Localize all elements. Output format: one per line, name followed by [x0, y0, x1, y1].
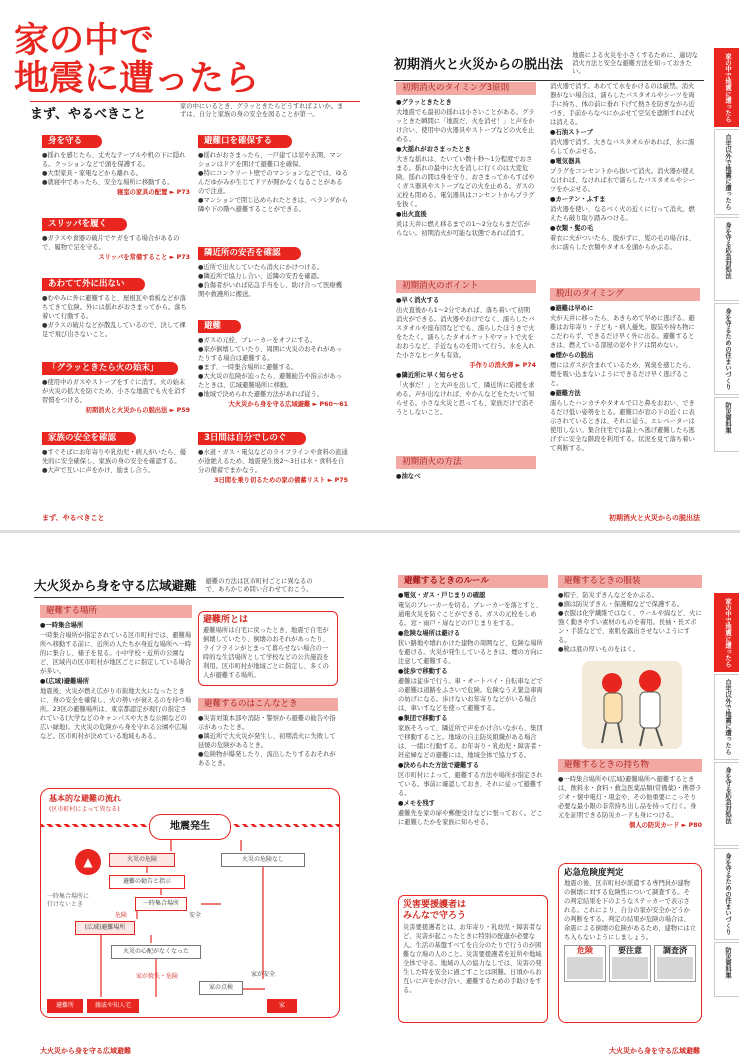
page-initial-fire	[370, 0, 740, 530]
flow-label-safe: 安全	[189, 912, 202, 919]
tab-home-earthquake[interactable]: 家の中で地震に遭ったら	[714, 48, 739, 127]
chapter-tabs	[714, 593, 740, 999]
item-title: ●グラッときたとき	[396, 99, 452, 106]
section-belongings	[558, 759, 702, 831]
sticker-checked-label: 調査済	[663, 946, 687, 955]
section-evacuate	[198, 320, 348, 410]
section-header: 3日間は自分でしのぐ	[198, 432, 306, 445]
section-header: 脱出のタイミング	[550, 288, 700, 301]
shelter-box	[198, 611, 338, 686]
section-header: 避難するときの服装	[558, 575, 702, 588]
section-header: 避難するときのルール	[398, 575, 548, 588]
item-title: ●メモを残す	[398, 800, 435, 807]
section-neighbors	[198, 247, 348, 300]
item-title: ●集団で移動する	[398, 715, 448, 722]
flow-node-relative: 親戚や知人宅	[87, 999, 139, 1013]
item-title: ●電気・ガス・戸じまりの確認	[398, 592, 486, 599]
flow-subtitle: (区市町村によって異なる)	[49, 806, 120, 813]
item-title: ●カーテン・ふすま	[550, 196, 606, 203]
item-title: ●早く消火する	[396, 297, 440, 304]
flow-node-quake: 地震発生	[149, 814, 231, 840]
flow-node-nofire: 火災の危険なし	[221, 853, 305, 867]
section-body: ●ガラスや食器の破片でケガをする場合があるので、履物で足を守る。	[42, 235, 180, 251]
flow-node-shelter: 避難所	[47, 999, 83, 1013]
item-body: 濡らしたハンカチやタオルで口と鼻をおおい、できるだけ低い姿勢をとる。避難口が窓の下の近くに表示されているときは、それに従う。エレベーターは使用しない。集合住宅では最上へ逃げ避難したら逃げずに安全な階段を利用する。状況を見て落ち着いて判断する。	[550, 400, 695, 452]
box-body: 災害要援護者とは、お年寄り・乳幼児・障害者など、災害が起こったときに特別の配慮が必要な人。生活の基盤すべてを自分のたりで行うのが困難な立場の人のこと。災害要援護者を近所や地域全体で守る。地域の人の協力なしでは、災害の発生した時を安全に過ごすことは困難。日頃からお互いに声をかけ合い、避難するための手助けをする。	[403, 924, 542, 994]
page-title-line1: 家の中で	[14, 21, 155, 61]
section-body: ●災害対策本部や消防・警察から避難の勧告や指示があったとき。 ●隣近所で大火災が発生し、初期消火に失敗して延焼の危険があるとき。 ●危険物が爆発したり、流出したりするおそれがあるとき。	[198, 715, 336, 767]
section-header: あわてて外に出ない	[42, 278, 145, 291]
section-fire-off	[42, 362, 190, 416]
item-title: ●煙からの脱出	[550, 352, 594, 359]
section-body: ●むやみに外に避難すると、屋根瓦や看板などが落ちてきて危険。外には揺れがおさまってから。落ち着いて行動する。 ●ガラスの破片などが散乱しているので、決して裸足で飛び出さないこと。	[42, 295, 187, 338]
item-title: ●衣類・髪の毛	[550, 225, 594, 232]
box-title: 応急危険度判定	[564, 868, 624, 878]
page-footer: 大火災から身を守る広域避難	[40, 1047, 131, 1055]
box-body: 避難場所は自宅に戻ったとき、地震で自宅が倒壊していたり、倒壊のおそれがあったり、ライフラインがとまって暮らせない場合の一時的な生活場所として学校などの公共施設を利用。区市町村が地域ごとに指定し、多くの人が避難する場所。	[203, 627, 329, 679]
section-header: 避難するのはこんなとき	[198, 698, 338, 711]
page-title-line2: 地震に遭ったら	[14, 59, 260, 99]
section-body: ●揺れを感じたら、丈夫なテーブルや机の下に隠れる。クッションなどで頭を保護する。 ●大型家具・家電などから離れる。 ●就寝中であったら、安全な場所に移動する。	[42, 152, 186, 186]
section-body: ●使用中のガスやストーブをすぐに消す。火の始末が火災の拡大を防ぐため、小さな地震でも火を消す習慣をつける。	[42, 379, 187, 404]
item-body: 避難先を家の扉や郵便受けなどに張っておく。どこに避難したかを家族に知らせる。	[398, 810, 543, 826]
page-ref-link[interactable]: 寝室の家具の配置 ► P73	[117, 189, 190, 196]
section-body: ●帽子、防災ずきんなどをかぶる。 ●頭は防災ずきん・保護帽などで保護する。 ●衣服は化学繊維ではなく、ウールや綿など、火に強く動きやすい素材のものを着用。長袖・長ズボン・手袋などで、素肌を露出させないようにする。 ●靴は底の厚いものをはく。	[558, 592, 702, 653]
section-header: 身を守る	[42, 135, 102, 148]
item-body: 電気のブレーカーを切る。ブレーカーを落とすと、通電火災を防ぐことができる。ガスの元栓をしめる。窓・雨戸・扉などの戸じまりをする。	[398, 602, 543, 627]
flow-title: 基本的な避難の流れ	[49, 794, 121, 803]
tab-first-aid[interactable]: 身を守る応急対処法	[714, 217, 739, 301]
intro-text: 地震による火災を小さくするために、適切な消火方法と安全な避難方法を知っておきたい。	[572, 52, 699, 75]
tab-home-earthquake[interactable]: 家の中で地震に遭ったら	[714, 593, 739, 672]
section-slippers	[42, 218, 190, 263]
page-header	[34, 575, 344, 598]
tab-housing[interactable]: 身を守るための住まいづくり	[714, 848, 739, 940]
intro-text: 避難の方法は区市町村ごとに異なるので、あらかじめ問い合わせておこう。	[205, 577, 313, 593]
page-footer: 大火災から身を守る広域避難	[609, 1047, 700, 1055]
page-ref-link[interactable]: 3日間を乗り切るための家の備蓄リスト ► P75	[214, 477, 348, 484]
section-points	[396, 280, 536, 418]
fire-icon: ▲	[75, 849, 101, 875]
intro-text: 家の中にいるとき、グラッときたらどうすればよいか。まずは、自分と家族の身の安全を図ることが第一。	[180, 103, 344, 118]
sticker-caution	[609, 945, 651, 982]
evacuation-illustration	[582, 661, 682, 749]
item-body: 狭い路地や壊れかけた建物の周囲など、危険な場所を避ける。火災が発生しているときは、煙の方向に注意して避難する。	[398, 640, 543, 665]
item-title: ●徒歩で移動する	[398, 668, 448, 675]
box-title: 災害要援護者は みんなで守ろう	[403, 900, 467, 921]
item-title: ●(広域)避難場所	[40, 678, 90, 685]
page-ref-link[interactable]: 初期消火と火災からの脱出法 ► P59	[85, 407, 190, 414]
section-rules	[398, 575, 548, 828]
item-body: 消火器で消す。あわてて水をかけるのは厳禁。消火器がない場合は、濡らしたバスタオルやシーツを両手に持ち、体の前に垂れ下げて熱さを防ぎながら近づき、手前からなべにかぶせて空気を遮断すれば火は消える。	[550, 83, 695, 126]
section-header: 避難する場所	[40, 605, 192, 618]
page-title: 大火災から身を守る広域避難	[34, 578, 197, 593]
section-header: 隣近所の安否を確認	[198, 247, 301, 260]
tab-outside-earthquake[interactable]: 自宅以外で地震に遭ったら	[714, 674, 739, 760]
flow-node-advise: 避難の勧告と指示	[109, 875, 185, 889]
chapter-tabs	[714, 48, 740, 454]
tab-outside-earthquake[interactable]: 自宅以外で地震に遭ったら	[714, 129, 739, 215]
section-header: 避難	[198, 320, 241, 333]
page-earthquake-at-home	[0, 0, 370, 530]
item-title: ●危険な場所は避ける	[398, 630, 461, 637]
section-family-safety	[42, 432, 190, 476]
section-places	[40, 605, 192, 742]
section-body: ●一時集合場所や(広域)避難場所へ避難するときは、飲料水・食料・救急医薬品類(常備薬)・携帯ラジオ・懐中電灯・現金や、その他重要にこっそり必要な最小限の非常持ち出し品を持って行く。身元を証明できる防災カードも身につける。	[558, 776, 702, 819]
item-body: 「火事だ！」と大声を出して、隣近所に応援を求める。声が出なければ、やかんなどをたたいて知らせる。小さな火災と思っても、家族だけで消そうとしないこと。	[396, 382, 535, 416]
page-wide-area-evacuation	[0, 533, 370, 1063]
section-timing-rules	[396, 82, 536, 239]
flow-node-temp-site: 一時集合場所	[135, 897, 187, 911]
section-clothes	[558, 575, 702, 655]
section-method-start	[396, 456, 536, 482]
item-body: 消火器を使い、なるべく火の近くに行って消火。燃えたら破り取り踏みつける。	[550, 206, 695, 222]
page-footer: まず、やるべきこと	[42, 514, 105, 522]
title-rule	[30, 101, 360, 102]
section-body: ●近所で出火していたら消火にかけつける。 ●隣近所で協力し合い、近隣の安否を確認。 ●負傷者がいれば応急手当をし、助け合って医療機関や救護所に搬送。	[198, 264, 343, 298]
flow-arrows	[41, 789, 339, 1017]
item-body: 家族そろって、隣近所で声をかけ合いながら、集団で移動すること。地域の自主防災組織がある場合は、一緒に行動する。お年寄り・乳幼児・障害者・妊産婦などの避難には、地域全体で協力する。	[398, 725, 543, 759]
section-body: ●揺れがおさまったら、一戸建ては窓や玄関、マンションはドアを開けて避難口を確保。 ●特にコンクリート壁でのマンションなどでは、ゆるんだゆがみが生じてドアが開かなくなることがあるので注意。 ●マンションで閉じ込められたときは、ベランダから隣や下の階へ避難することができる。	[198, 152, 348, 213]
page-evacuation-rules	[370, 533, 740, 1063]
section-exit	[198, 135, 348, 215]
section-when	[198, 698, 338, 769]
tab-housing[interactable]: 身を守るための住まいづくり	[714, 303, 739, 395]
item-title: ●大揺れがおさまったとき	[396, 146, 471, 153]
item-body: 出火直後から1〜2分であれば、落ち着いて初期消火ができる。消火器やおけでなく、濡らしたバスタオルや座布団などでも、濡らしたほうきで火をたたく。濡らしたタオルケットやマットで火をおおうなど、手近なものを用いて行う。水を入れた小さなヒータも有効。	[396, 307, 535, 359]
item-title: ●決められた方法で避難する	[398, 762, 480, 769]
page-title: 初期消火と火災からの脱出法	[394, 57, 564, 73]
page-header	[394, 52, 704, 81]
flow-node-wide-site: (広域)避難場所	[75, 921, 135, 935]
flow-node-fire: 火災の危険	[109, 853, 175, 867]
box-body: 地震の後、区市町村が派遣する専門員が建物の倒壊に対する危険性について調査する。その判定結果を下のようなステッカーで表示される。これにより、自分の家が安全かどうかの判断をする。判定の結果が危険の場合は、余震による倒壊の危険があるため、建物には立ち入らないようにしましょう。	[564, 880, 696, 941]
section-escape-timing	[550, 288, 700, 454]
sticker-checked	[654, 945, 696, 982]
flow-node-house: 家	[267, 999, 297, 1013]
section-header: 初期消火のタイミング3原則	[396, 82, 536, 95]
people-icon	[582, 661, 682, 749]
section-header: 家族の安全を確認	[42, 432, 136, 445]
item-body: 地震後、火災が燃え広がり市街地大火になったときに、身の安全を確保し、火の勢いが衰えるのを待つ場所。23区の避難場所は、東京都認定が現行の指定されている(大学などのキャンパスや大きな公園などの広い緑地)。大火災の危険から身を守れる公園や広場など。区市町村が決めている地域もある。	[40, 688, 192, 740]
tab-resources[interactable]: 防災資料集	[714, 397, 739, 452]
item-title: ●電気器具	[550, 158, 581, 165]
section-header: スリッパを履く	[42, 218, 127, 231]
item-body: 大きな揺れは、たいてい数十秒〜1分程度でおさまる。揺れの最中に火を消しに行くのは大変危険。揺れの間は身を守り、おさまってからすばやくガス器具やストーブなどの火を止める。ガスの元栓も閉める。電気器具はコンセントからプラグを抜く。	[396, 156, 535, 208]
item-title: ●隣近所に早く知らせる	[396, 372, 465, 379]
item-title: ●出火直後	[396, 211, 427, 218]
section-header: 避難口を確保する	[198, 135, 292, 148]
item-body: 着衣に火がついたら、脱がずに、髪の毛の場合は、水に濡らした衣類やタオルを頭からかぶる。	[550, 235, 695, 251]
page-ref-link[interactable]: 手作りの消火弾 ► P74	[469, 362, 536, 369]
item-title: ●油なべ	[396, 473, 421, 480]
section-body: ●すぐそばにお年寄りや乳幼児・病人がいたら、優先的に安全確保し、家族の身の安全を確認する。 ●大声で互いに声をかけ、励まし合う。	[42, 449, 187, 474]
item-body: 避難は徒歩で行う。車・オートバイ・自転車などでの避難は道路をふさいで危険。危険なうえ緊急車両の妨げになる。歩けないお年寄りなどがいる場合は、車いすなどを使って避難する。	[398, 678, 543, 712]
page-footer: 初期消火と火災からの脱出法	[609, 514, 700, 522]
section-header: 「グラッときたら火の始末」	[42, 362, 178, 375]
sticker-danger	[564, 945, 606, 982]
section-header: 避難するときの持ち物	[558, 759, 702, 772]
item-body: 区市町村によって、避難する方法や場所が指定されている。事前に確認しておき、それに従って避難する。	[398, 772, 543, 797]
box-title: 避難所とは	[203, 615, 249, 625]
section-header: 初期消火の方法	[396, 456, 536, 469]
item-body: プラグをコンセントから抜いて消火。消火器が使えなければ、なければ水で濡らしたバスタオルやシーツをかぶせる。	[550, 168, 695, 193]
section-protect	[42, 135, 190, 198]
sticker-row	[564, 945, 696, 982]
item-body: 炎は天井に燃え移るまでの1〜2分ならまだ広がらない。初期消火が可能な状態であれば消す。	[396, 221, 530, 237]
item-body: 消火器で消す。大きなバスタオルがあれば、水に濡らしてかぶせる。	[550, 139, 695, 155]
section-method	[550, 82, 700, 253]
section-body: ●ガスの元栓、ブレーカーをオフにする。 ●家が倒壊していたり、周囲に火災のおそれがあったりする場合は避難する。 ●まず、一時集合場所に避難する。 ●大火災の危険が迫ったら、避難勧告や指示があったときは、広域避難場所に移動。 ●地域で決められた避難方法があれば従う。	[198, 337, 342, 398]
flow-label-safe-home: 家が安全	[251, 971, 276, 978]
section-body: ●水道・ガス・電気などのライフラインや食料の流通が途絶えるため、地震発生後2〜3日は水・食料を自分の備蓄でまかなう。	[198, 449, 348, 474]
flow-node-fire-end: 火災の心配がなくなった	[111, 945, 201, 959]
section-header: 初期消火のポイント	[396, 280, 536, 293]
page-title	[14, 22, 259, 98]
item-body: 火が天井に移ったら、あきらめて早めに逃げる。避難はお年寄り・子ども・病人優先。服装や持ち物にこだわらず、できるだけ早く外に出る。避難するときは、燃えている部屋の窓やドアは閉めない。	[550, 315, 695, 349]
item-body: 大地震でも最初の揺れは小さいことがある。グラッときた瞬間に「地震だ、火を消せ！」と声をかけ合い、使用中の火器具やストーブなどの火を止める。	[396, 109, 535, 143]
subtitle: まず、やるべきこと	[30, 107, 146, 122]
section-three-days	[198, 432, 348, 486]
page-ref-link[interactable]: 大火災から身を守る広域避難 ► P60〜61	[228, 401, 348, 408]
page-ref-link[interactable]: 個人の防災カード ► P80	[629, 822, 702, 829]
flow-label-unsafe: 家が焼失・危険	[136, 973, 179, 980]
flow-node-home-check: 家の点検	[199, 981, 243, 995]
page-ref-link[interactable]: スリッパを常備すること ► P73	[98, 254, 190, 261]
item-body: 煙にはガスが含まれているため、異臭を感じたら、煙を吸い込まないようにできるだけ早く逃げること。	[550, 362, 695, 387]
sticker-caution-label: 要注意	[618, 946, 642, 955]
item-title: ●石油ストーブ	[550, 129, 593, 136]
safety-judgment-box	[558, 863, 702, 1023]
item-body: 一時集合場所が指定されている区市町村では、避難場所へ移動する前に、近所の人たちが身近な場所へ一時的に集合し、様子を見る。小中学校・近所の公園など、区域内の区市町村が地区ごとに指定している場合が多い。	[40, 632, 192, 675]
flow-label-danger: 危険	[115, 912, 128, 919]
item-title: ●避難は早めに	[550, 305, 594, 312]
support-box	[398, 895, 548, 1023]
tab-resources[interactable]: 防災資料集	[714, 942, 739, 997]
tab-first-aid[interactable]: 身を守る応急対処法	[714, 762, 739, 846]
flow-note: 一時集合場所に行けないとき	[47, 893, 90, 908]
evacuation-flow-diagram	[40, 788, 340, 1018]
item-title: ●避難方法	[550, 390, 581, 397]
section-dont-go-out	[42, 278, 190, 340]
item-title: ●一時集合場所	[40, 622, 84, 629]
sticker-danger-label: 危険	[577, 946, 593, 955]
